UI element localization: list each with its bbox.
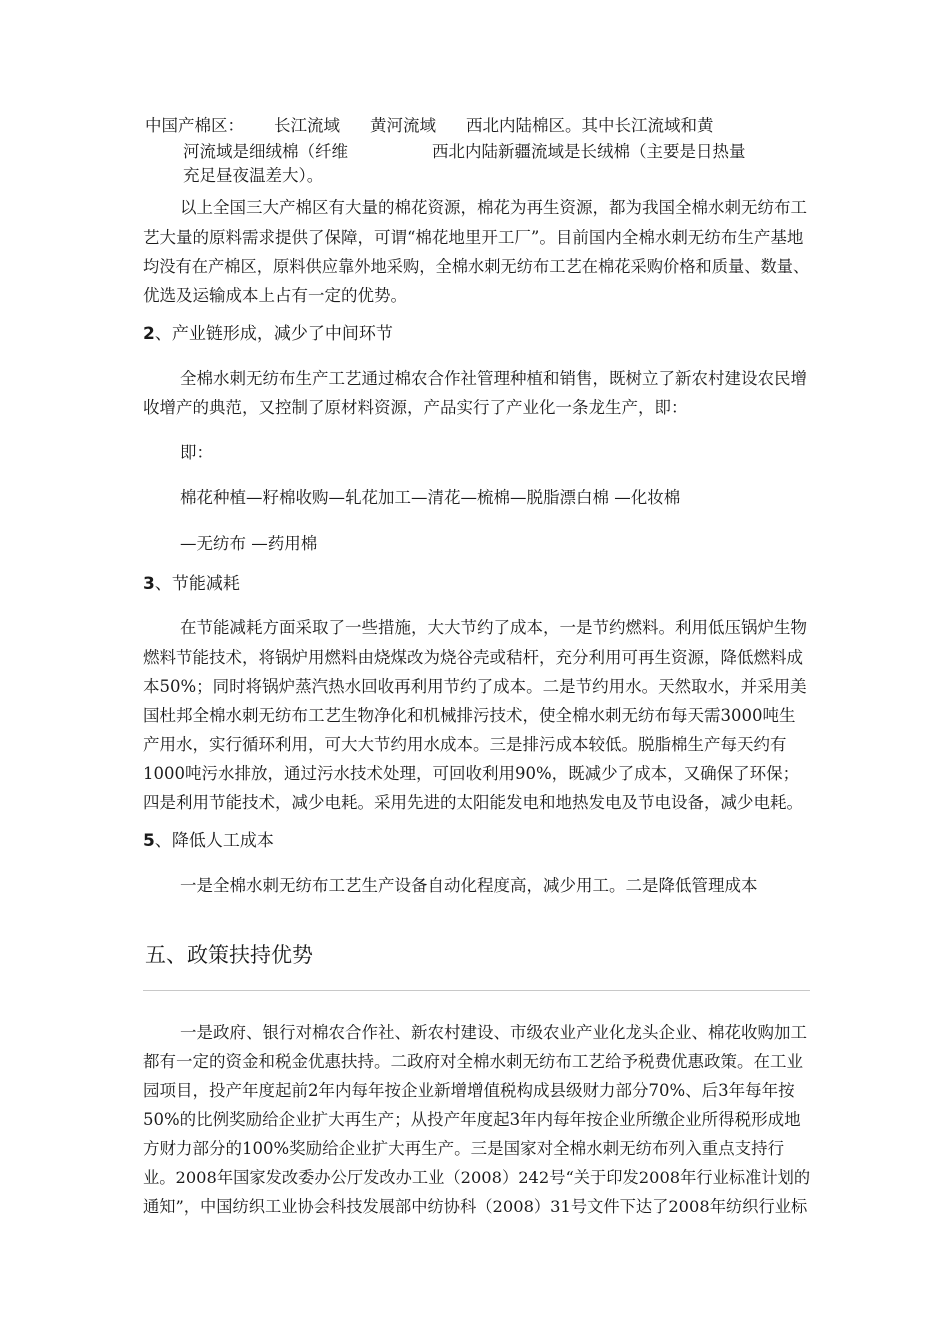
para3-line-3: 本50%；同时将锅炉蒸汽热水回收再利用节约了成本。二是节约用水。天然取水，并采用美 [143,677,807,696]
para3-line-6: 1000吨污水排放，通过污水技术处理，可回收利用90%，既减少了成本，又确保了环保； [143,764,800,783]
heading-3-number: 3 [143,574,155,594]
chain-line-2: —无纺布 —药用棉 [180,534,318,553]
region-yangtze: 长江流域 [274,116,340,135]
intro-label: 中国产棉区： [145,116,244,135]
para6-line-3: 园项目，投产年度起前2年内每年按企业新增增值税构成县级财力部分70%、后3年每年按 [143,1081,795,1100]
heading-5-number: 5 [143,831,155,851]
heading-5-text: 、降低人工成本 [154,831,274,851]
intro-line-1 [145,114,714,138]
intro-line-2a: 河流域是细绒棉（纤维 [183,142,348,161]
region-northwest: 西北内陆棉区。其中长江流域和黄 [466,116,714,135]
heading-3-text: 、节能减耗 [154,574,240,594]
heading-2-number: 2 [143,324,155,344]
intro-line-2b: 西北内陆新疆流域是长绒棉（主要是日热量 [432,142,746,161]
chain-line-1: 棉花种植—籽棉收购—轧花加工—清花—梳棉—脱脂漂白棉 —化妆棉 [180,488,681,507]
para6-line-6: 业。2008年国家发改委办公厅发改办工业（2008）242号“关于印发2008年行业标准计划的 [143,1168,811,1187]
para3-line-1: 在节能减耗方面采取了一些措施，大大节约了成本，一是节约燃料。利用低压锅炉生物 [180,618,807,637]
para6-line-1: 一是政府、银行对棉农合作社、新农村建设、市级农业产业化龙头企业、棉花收购加工 [180,1023,807,1042]
region-yellow-river: 黄河流域 [370,116,436,135]
para1-line-1: 以上全国三大产棉区有大量的棉花资源，棉花为再生资源，都为我国全棉水刺无纺布工 [180,198,807,217]
para6-line-2: 都有一定的资金和税金优惠扶持。二政府对全棉水刺无纺布工艺给予税费优惠政策。在工业 [143,1052,803,1071]
para2-line-2: 收增产的典范，又控制了原材料资源，产品实行了产业化一条龙生产，即： [143,398,688,417]
heading-3 [143,572,240,596]
para5-line-1: 一是全棉水刺无纺布工艺生产设备自动化程度高，减少用工。二是降低管理成本 [180,876,758,895]
para1-line-3: 均没有在产棉区，原料供应靠外地采购，全棉水刺无纺布工艺在棉花采购价格和质量、数量、 [143,257,810,276]
chain-ji: 即： [180,443,213,462]
heading-2-text: 、产业链形成，减少了中间环节 [154,324,393,344]
heading-2 [143,322,393,346]
para6-line-5: 方财力部分的100%奖励给企业扩大再生产。三是国家对全棉水刺无纺布列入重点支持行 [143,1139,785,1158]
para3-line-7: 四是利用节能技术，减少电耗。采用先进的太阳能发电和地热发电及节电设备，减少电耗。 [143,793,803,812]
para2-line-1: 全棉水刺无纺布生产工艺通过棉农合作社管理种植和销售，既树立了新农村建设农民增 [180,369,807,388]
section-title: 五、政策扶持优势 [145,943,313,967]
para3-line-5: 产用水，实行循环利用，可大大节约用水成本。三是排污成本较低。脱脂棉生产每天约有 [143,735,787,754]
section-divider [143,990,810,991]
para3-line-2: 燃料节能技术，将锅炉用燃料由烧煤改为烧谷壳或秸杆，充分利用可再生资源，降低燃料成 [143,648,803,667]
para1-line-4: 优选及运输成本上占有一定的优势。 [143,286,407,305]
para3-line-4: 国杜邦全棉水刺无纺布工艺生物净化和机械排污技术，使全棉水刺无纺布每天需3000吨生 [143,706,796,725]
intro-line-2 [183,140,746,164]
para6-line-4: 50%的比例奖励给企业扩大再生产；从投产年度起3年内每年按企业所缴企业所得税形成地 [143,1110,801,1129]
intro-line-3: 充足昼夜温差大）。 [183,166,324,185]
para6-line-7: 通知”，中国纺织工业协会科技发展部中纺协科（2008）31号文件下达了2008年纺织行业标 [143,1197,808,1216]
heading-5 [143,829,274,853]
para1-line-2: 艺大量的原料需求提供了保障，可谓“棉花地里开工厂”。目前国内全棉水刺无纺布生产基地 [143,228,804,247]
